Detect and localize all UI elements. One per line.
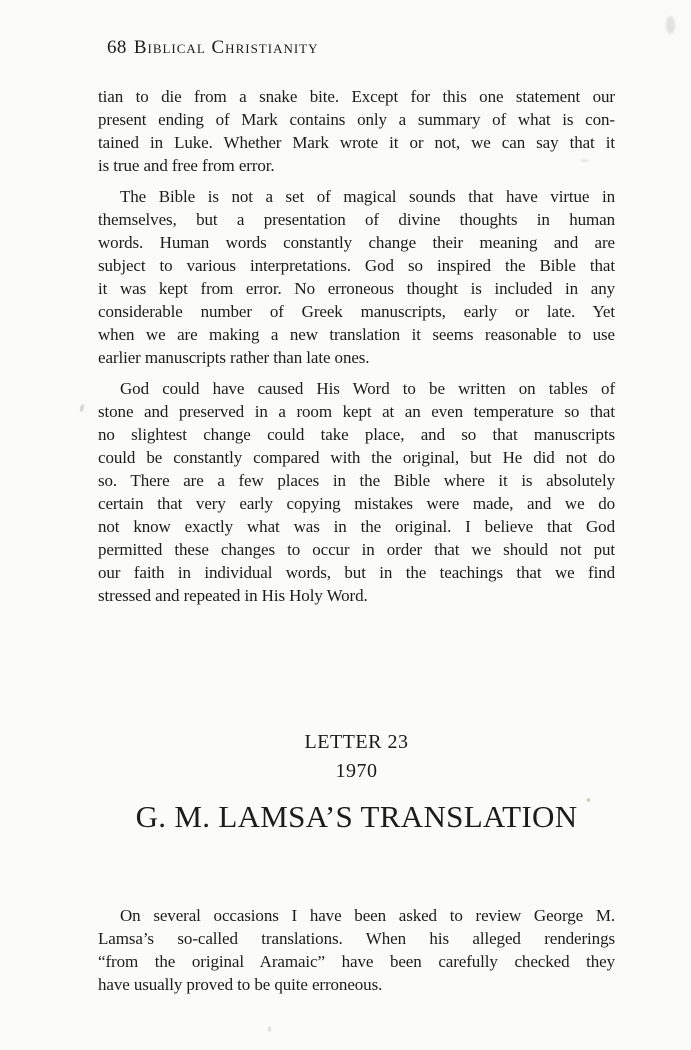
text-line: tained in Luke. Whether Mark wrote it or not, we can say that it <box>98 133 615 152</box>
scan-artifact <box>666 16 675 34</box>
text-line: have usually proved to be quite erroneous. <box>98 975 383 994</box>
section-title: G. M. LAMSA’S TRANSLATION <box>135 799 578 834</box>
paragraph <box>98 377 615 607</box>
text-line: words. Human words constantly change their meaning and are <box>98 233 615 252</box>
text-line: tian to die from a snake bite. Except for this one statement our <box>98 87 615 106</box>
text-line: On several occasions I have been asked to review George M. <box>120 906 615 925</box>
text-line: Lamsa’s so-called translations. When his alleged renderings <box>98 929 615 948</box>
paragraph <box>98 185 615 369</box>
text-line: when we are making a new translation it seems reasonable to use <box>98 325 615 344</box>
letter-opening-text-block <box>98 904 615 996</box>
text-line: so. There are a few places in the Bible where it is absolutely <box>98 471 615 490</box>
running-title: Biblical Christianity <box>133 37 319 58</box>
text-line: no slightest change could take place, and so that manuscripts <box>98 425 615 444</box>
text-line: stressed and repeated in His Holy Word. <box>98 586 368 605</box>
text-line: considerable number of Greek manuscripts, early or late. Yet <box>98 302 615 321</box>
text-line: is true and free from error. <box>98 156 275 175</box>
text-line: themselves, but a presentation of divine thoughts in human <box>98 210 615 229</box>
text-line: certain that very early copying mistakes were made, and we do <box>98 494 615 513</box>
text-line: God could have caused His Word to be written on tables of <box>120 379 615 398</box>
section-year: 1970 <box>335 760 378 782</box>
text-line: earlier manuscripts rather than late ones. <box>98 348 370 367</box>
text-line: not know exactly what was in the original. I believe that God <box>98 517 615 536</box>
section-kicker: LETTER 23 <box>304 731 409 753</box>
text-line: stone and preserved in a room kept at an even temperature so that <box>98 402 615 421</box>
paragraph <box>98 904 615 996</box>
paragraph <box>98 85 615 177</box>
text-line: subject to various interpretations. God so inspired the Bible that <box>98 256 615 275</box>
scan-artifact <box>79 404 85 413</box>
text-line: our faith in individual words, but in the teachings that we find <box>98 563 615 582</box>
scan-artifact <box>268 1026 271 1032</box>
running-header <box>107 37 319 59</box>
text-line: it was kept from error. No erroneous thought is included in any <box>98 279 615 298</box>
text-line: could be constantly compared with the original, but He did not do <box>98 448 615 467</box>
text-line: The Bible is not a set of magical sounds that have virtue in <box>120 187 615 206</box>
text-line: permitted these changes to occur in order that we should not put <box>98 540 615 559</box>
page-number: 68 <box>107 37 127 58</box>
text-line: present ending of Mark contains only a summary of what is con- <box>98 110 615 129</box>
body-text-block <box>98 85 615 607</box>
text-line: “from the original Aramaic” have been carefully checked they <box>98 952 615 971</box>
